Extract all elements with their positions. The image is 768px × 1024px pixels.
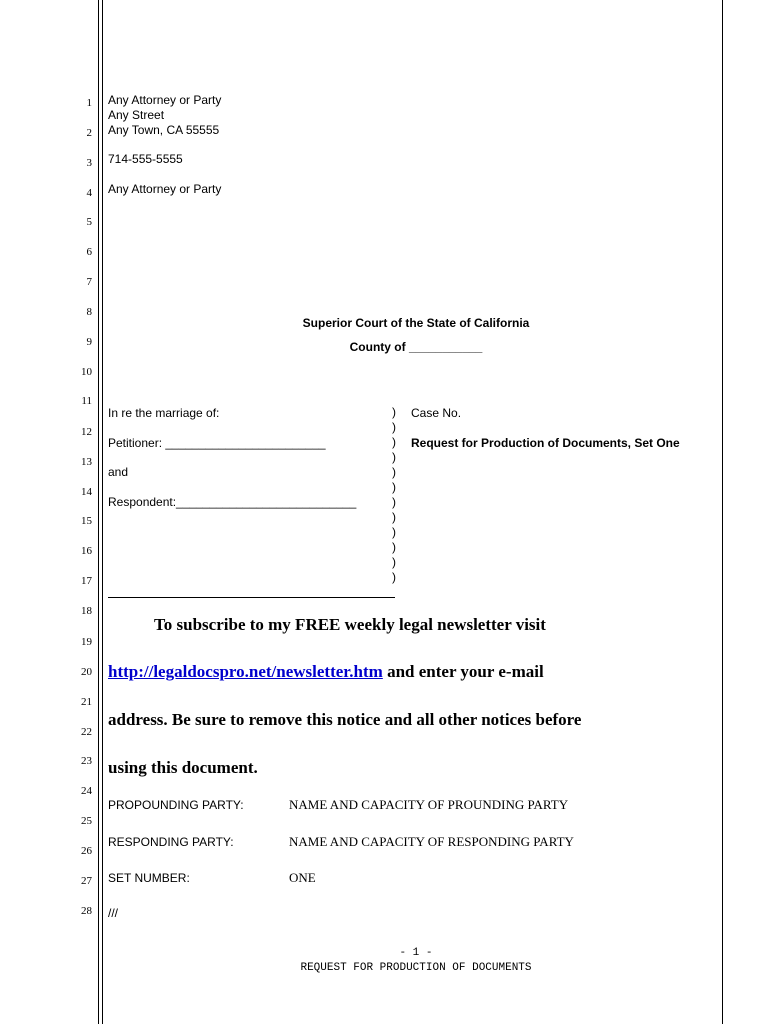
line-number: 7	[86, 276, 92, 288]
footer-title: REQUEST FOR PRODUCTION OF DOCUMENTS	[300, 962, 532, 974]
responding-party-value: NAME AND CAPACITY OF RESPONDING PARTY	[289, 834, 574, 849]
attorney-for: Any Attorney or Party	[108, 182, 222, 196]
court-county: County of ___________	[349, 340, 483, 354]
respondent-line: Respondent:___________________________	[108, 495, 357, 509]
left-margin-rule	[98, 0, 99, 1024]
line-number: 22	[81, 726, 92, 738]
line-number: 24	[81, 785, 92, 797]
continuation-mark: ///	[108, 906, 119, 920]
line-number: 3	[86, 157, 92, 169]
line-number: 15	[81, 515, 92, 527]
line-number: 12	[81, 426, 92, 438]
newsletter-link[interactable]: http://legaldocspro.net/newsletter.htm	[108, 662, 383, 681]
line-number: 23	[81, 755, 92, 767]
line-number: 21	[81, 696, 92, 708]
line-number: 5	[86, 216, 92, 228]
line-number: 26	[81, 845, 92, 857]
caption-bottom-rule	[108, 597, 395, 598]
line-number: 20	[81, 666, 92, 678]
notice-line-2	[108, 662, 544, 682]
set-number-label: SET NUMBER:	[108, 871, 190, 885]
line-number: 25	[81, 815, 92, 827]
footer-page-number: - 1 -	[399, 947, 433, 959]
responding-party-label: RESPONDING PARTY:	[108, 835, 234, 849]
line-number: 14	[81, 486, 92, 498]
line-number: 4	[86, 187, 92, 199]
notice-line-4: using this document.	[108, 758, 258, 777]
line-number: 19	[81, 636, 92, 648]
line-number: 11	[81, 395, 92, 407]
document-title: Request for Production of Documents, Set One	[411, 436, 680, 450]
notice-line-1: To subscribe to my FREE weekly legal newsletter visit	[154, 615, 546, 634]
line-number: 9	[86, 336, 92, 348]
right-margin-rule	[722, 0, 723, 1024]
notice-line-3: address. Be sure to remove this notice and all other notices before	[108, 710, 582, 729]
notice-line-2-rest: and enter your e-mail	[387, 662, 544, 681]
left-margin-rule-inner	[102, 0, 103, 1024]
petitioner-line: Petitioner: ________________________	[108, 436, 326, 450]
line-number: 1	[86, 97, 92, 109]
line-number: 2	[86, 127, 92, 139]
in-re-label: In re the marriage of:	[108, 406, 220, 420]
attorney-phone: 714-555-5555	[108, 152, 183, 166]
propounding-party-value: NAME AND CAPACITY OF PROUNDING PARTY	[289, 797, 569, 812]
line-number: 6	[86, 246, 92, 258]
line-number: 13	[81, 456, 92, 468]
line-number: 18	[81, 605, 92, 617]
attorney-street: Any Street	[108, 108, 165, 122]
attorney-name: Any Attorney or Party	[108, 93, 222, 107]
line-number: 17	[81, 575, 92, 587]
and-label: and	[108, 465, 129, 479]
caption-parentheses: ) ) ) ) ) ) ) ) ) ) ) )	[392, 405, 396, 584]
set-number-value: ONE	[289, 870, 316, 885]
line-number: 10	[81, 366, 92, 378]
line-number: 8	[86, 306, 92, 318]
case-number-label: Case No.	[411, 406, 462, 420]
line-number: 16	[81, 545, 92, 557]
court-name: Superior Court of the State of California	[302, 316, 530, 330]
propounding-party-label: PROPOUNDING PARTY:	[108, 798, 244, 812]
line-number: 27	[81, 875, 92, 887]
attorney-city: Any Town, CA 55555	[108, 123, 220, 137]
line-number: 28	[81, 905, 92, 917]
